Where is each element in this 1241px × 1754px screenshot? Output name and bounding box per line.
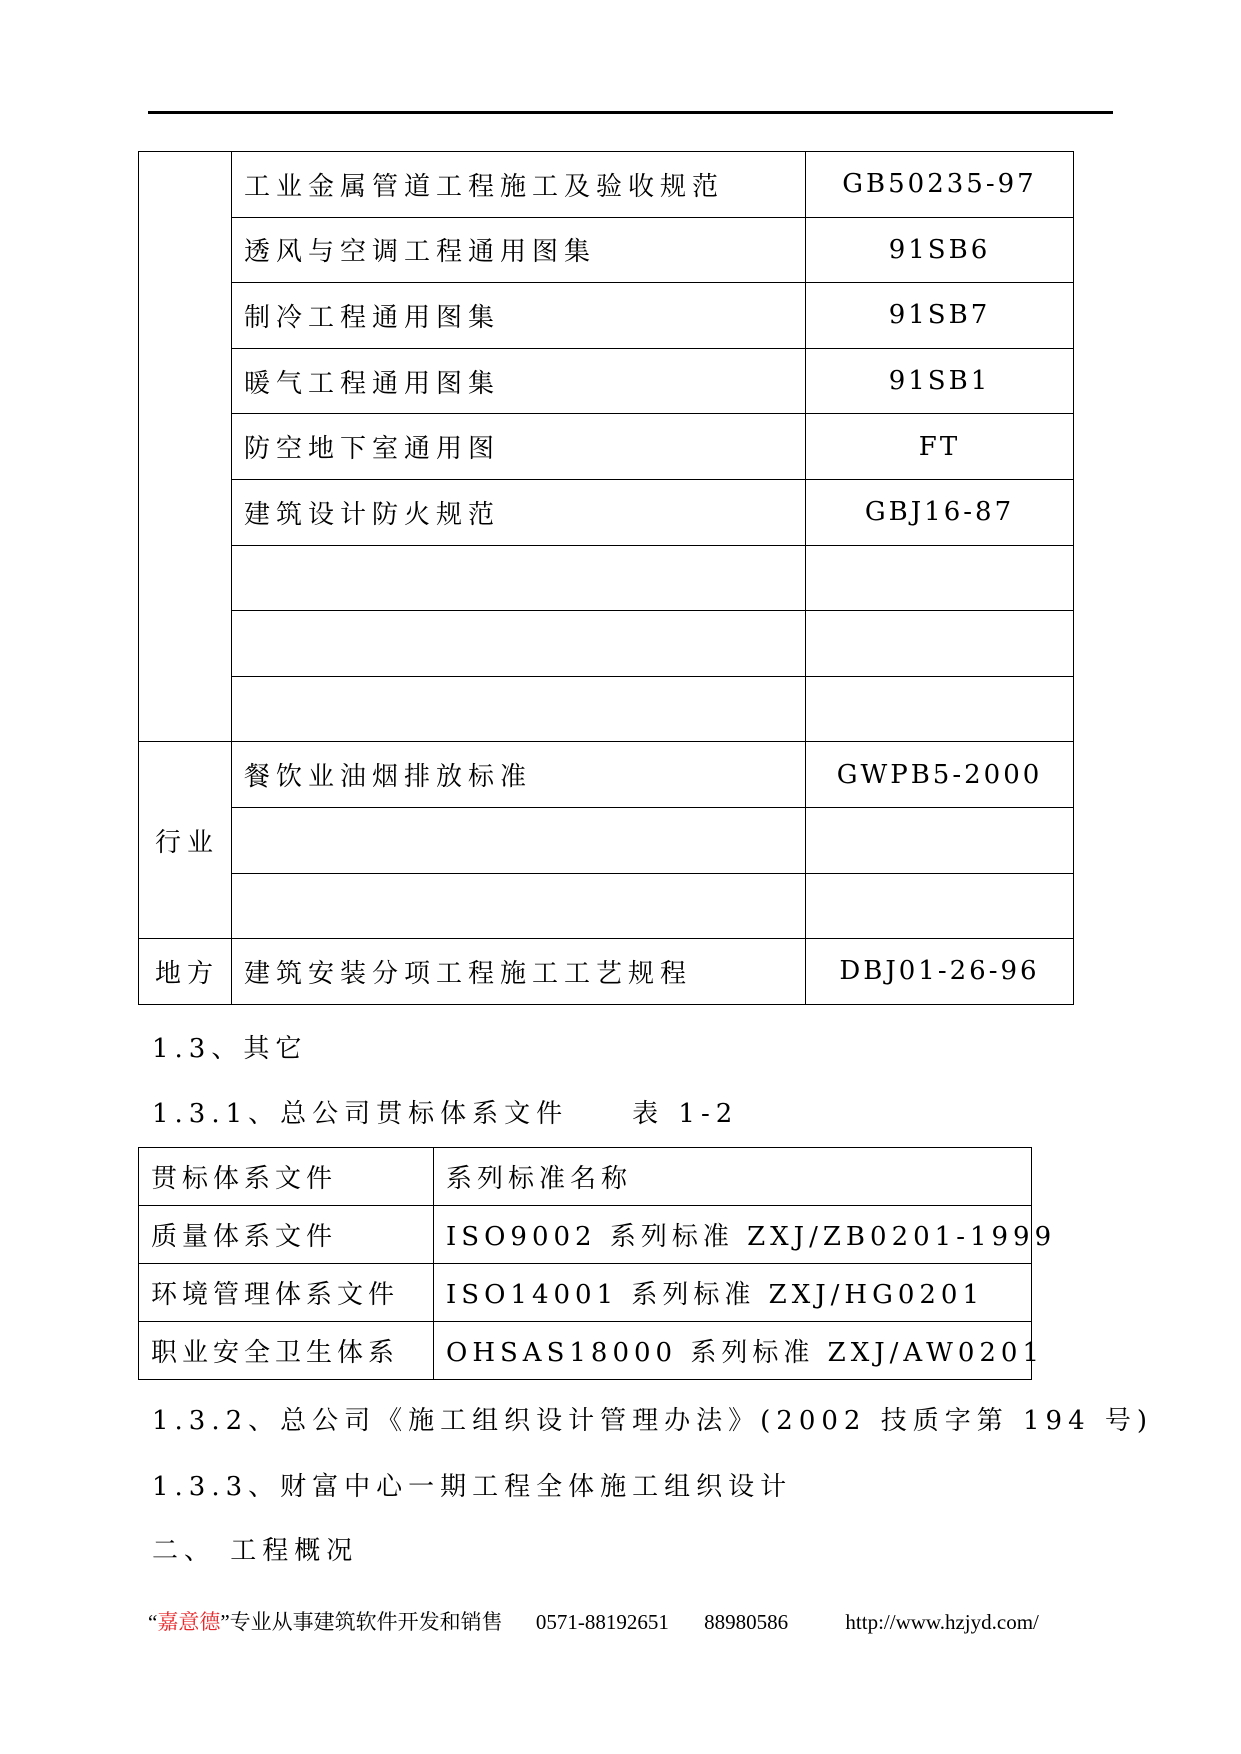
system-name: 质量体系文件 — [139, 1206, 434, 1264]
standard-name: 建筑安装分项工程施工工艺规程 — [232, 939, 806, 1005]
standard-name: 建筑设计防火规范 — [232, 479, 806, 545]
table-row — [139, 152, 1074, 218]
standard-name: 透风与空调工程通用图集 — [232, 217, 806, 283]
system-standard: OHSAS18000 系列标准 ZXJ/AW0201 — [434, 1322, 1032, 1380]
standard-name — [232, 545, 806, 611]
footer-slogan: 专业从事建筑软件开发和销售 — [229, 1610, 503, 1634]
standard-code: FT — [806, 414, 1074, 480]
footer-phone-1: 0571-88192651 — [535, 1610, 669, 1634]
category-cell-blank — [139, 152, 232, 742]
system-name: 环境管理体系文件 — [139, 1264, 434, 1322]
system-standard: ISO9002 系列标准 ZXJ/ZB0201-1999 — [434, 1206, 1032, 1264]
page-footer — [148, 1606, 1039, 1636]
standard-name: 防空地下室通用图 — [232, 414, 806, 480]
standard-code: GWPB5-2000 — [806, 742, 1074, 808]
system-standard: ISO14001 系列标准 ZXJ/HG0201 — [434, 1264, 1032, 1322]
standard-code — [806, 676, 1074, 742]
standard-name: 餐饮业油烟排放标准 — [232, 742, 806, 808]
standard-name: 暖气工程通用图集 — [232, 348, 806, 414]
system-documents-table — [138, 1147, 1057, 1380]
standard-code: 91SB6 — [806, 217, 1074, 283]
footer-quote-close: ” — [220, 1610, 230, 1634]
standard-code — [806, 545, 1074, 611]
table-row — [139, 611, 1074, 677]
standard-code: GB50235-97 — [806, 152, 1074, 218]
section-1-3-1-heading: 1.3.1、总公司贯标体系文件 表 1-2 — [152, 1099, 739, 1129]
table-row — [139, 479, 1074, 545]
table-row — [139, 742, 1074, 808]
table-row — [139, 217, 1074, 283]
table-row — [139, 1206, 1032, 1264]
table-header-row — [139, 1148, 1032, 1206]
standard-name: 制冷工程通用图集 — [232, 283, 806, 349]
standard-code — [806, 807, 1074, 873]
section-2-heading: 二、 工程概况 — [152, 1536, 359, 1566]
standard-name: 工业金属管道工程施工及验收规范 — [232, 152, 806, 218]
table-row — [139, 873, 1074, 939]
table-row — [139, 348, 1074, 414]
footer-brand: 嘉意德 — [157, 1610, 221, 1634]
table-row — [139, 283, 1074, 349]
section-1-3-heading: 1.3、其它 — [152, 1034, 308, 1064]
footer-quote-open: “ — [148, 1610, 158, 1634]
standards-table — [138, 151, 1074, 1005]
standard-code — [806, 611, 1074, 677]
standard-code: 91SB1 — [806, 348, 1074, 414]
column-header: 系列标准名称 — [434, 1148, 1032, 1206]
section-1-3-3-heading: 1.3.3、财富中心一期工程全体施工组织设计 — [152, 1472, 793, 1502]
standard-code — [806, 873, 1074, 939]
standard-name — [232, 873, 806, 939]
table-row — [139, 1264, 1032, 1322]
header-rule — [148, 111, 1113, 114]
standard-code: 91SB7 — [806, 283, 1074, 349]
standard-code: GBJ16-87 — [806, 479, 1074, 545]
footer-phone-2: 88980586 — [704, 1610, 789, 1634]
system-name: 职业安全卫生体系 — [139, 1322, 434, 1380]
section-1-3-2-heading: 1.3.2、总公司《施工组织设计管理办法》(2002 技质字第 194 号) — [152, 1406, 1154, 1436]
standard-name — [232, 807, 806, 873]
category-local: 地方 — [139, 939, 232, 1005]
table-row — [139, 1322, 1032, 1380]
table-row — [139, 414, 1074, 480]
footer-url[interactable]: http://www.hzjyd.com/ — [845, 1610, 1039, 1634]
column-header: 贯标体系文件 — [139, 1148, 434, 1206]
table-row — [139, 807, 1074, 873]
table-row — [139, 676, 1074, 742]
standard-name — [232, 676, 806, 742]
standard-name — [232, 611, 806, 677]
table-row — [139, 545, 1074, 611]
standard-code: DBJ01-26-96 — [806, 939, 1074, 1005]
table-row — [139, 939, 1074, 1005]
category-industry: 行业 — [139, 742, 232, 939]
